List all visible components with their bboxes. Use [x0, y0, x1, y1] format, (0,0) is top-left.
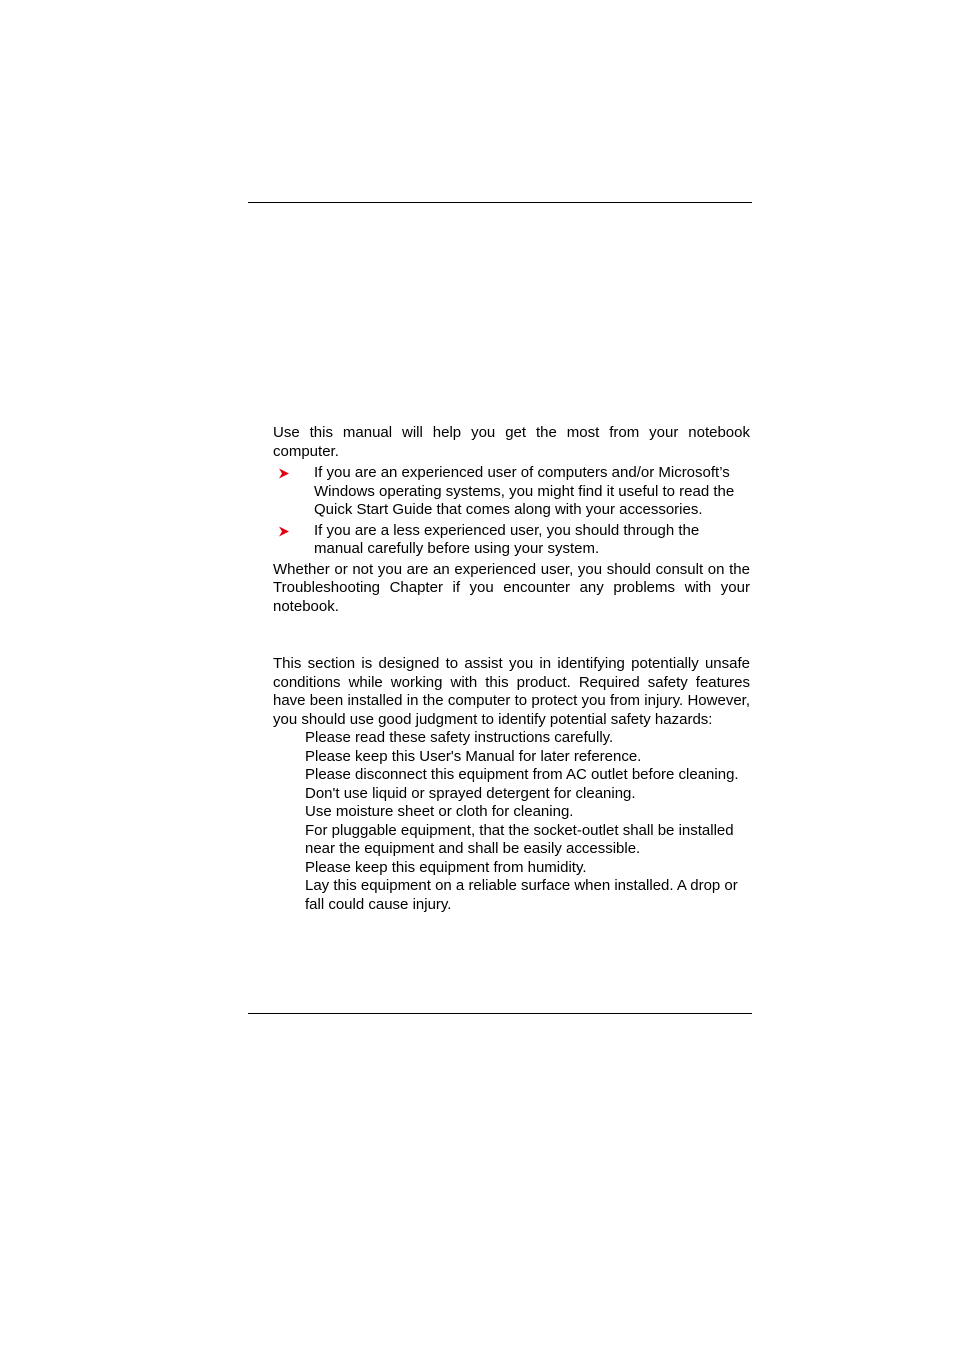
safety-item: Use moisture sheet or cloth for cleaning.	[305, 803, 574, 820]
list-item	[273, 464, 750, 520]
page-content	[273, 424, 750, 914]
safety-instructions-list	[273, 729, 750, 914]
arrowhead-bullet-icon	[277, 522, 291, 540]
list-item	[273, 522, 750, 559]
safety-intro-paragraph: This section is designed to assist you in identifying potentially unsafe conditions while working with this product. Required safety features have been installed in the computer to protect you from injury. However, you should use good judgment to identify potential safety hazards:	[273, 655, 750, 728]
safety-item: Lay this equipment on a reliable surface when installed. A drop or fall could cause injury.	[305, 877, 738, 913]
safety-item: Please keep this User's Manual for later reference.	[305, 747, 642, 765]
section-gap	[273, 616, 750, 655]
safety-item: Please read these safety instructions carefully.	[305, 729, 614, 746]
footer-rule	[248, 1013, 752, 1014]
intro-paragraph: Use this manual will help you get the most from your notebook computer.	[273, 424, 750, 460]
bullet-text: If you are a less experienced user, you should through the manual carefully before using your system.	[314, 521, 700, 557]
bullet-text: If you are an experienced user of computers and/or Microsoft’s Windows operating systems, you might find it useful to read the Quick Start Guide that comes along with your accessories.	[314, 464, 735, 518]
intro-bullet-list	[273, 464, 750, 559]
safety-item: For pluggable equipment, that the socket-outlet shall be installed near the equipment and shall be easily accessible.	[305, 821, 734, 857]
header-rule	[248, 202, 752, 203]
closing-paragraph: Whether or not you are an experienced user, you should consult on the Troubleshooting Chapter if you encounter any problems with your notebook.	[273, 560, 750, 615]
safety-item: Please disconnect this equipment from AC outlet before cleaning. Don't use liquid or sprayed detergent for cleaning.	[305, 766, 739, 802]
safety-item: Please keep this equipment from humidity.	[305, 858, 587, 876]
arrowhead-bullet-icon	[277, 464, 291, 482]
